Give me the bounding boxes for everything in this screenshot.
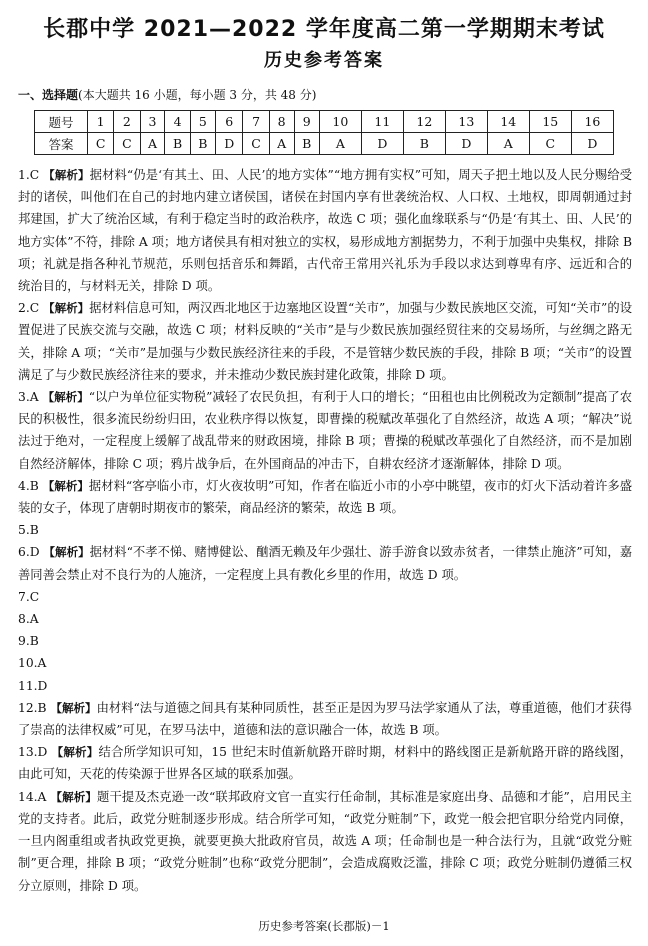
question-number-row	[35, 111, 614, 133]
explanation-item	[18, 675, 632, 697]
answer-cell: C	[114, 133, 140, 155]
section-note: (本大题共 16 小题，每小题 3 分，共 48 分)	[78, 88, 317, 102]
item-text: “以户为单位征实物税”减轻了农民负担，有利于人口的增长；“田租也由比例税改为定额制”提高了农民的积极性，很多流民纷纷归田，农业秩序得以恢复，即曹操的税赋改革强化了自然经济，故选 A 项；“解决”说法过于绝对，一定程度上缓解了战乱带来的财政困境，排除 B 项；曹操的税赋改革强化了自然经济，而不是加剧自然经济解体，排除 C 项；鸦片战争后，在外国商品的冲击下，自耕农经济才逐渐解体，排除 D 项。	[18, 390, 632, 471]
question-number-cell: 6	[216, 111, 243, 133]
item-text: 题干提及杰克逊一改“联邦政府文官一直实行任命制，其标准是家庭出身、品德和才能”，启用民主党的支持者。此后，政党分赃制逐步形成。结合所学可知，“政党分赃制”下，政党一般会把官职分给党内同僚，一旦内阁重组或者执政党更换，就要更换大批政府官员，故选 A 项；任命制也是一种合法行为，且就“政党分赃制”更合理，排除 B 项；“政党分赃制”也称“政党分肥制”，会造成腐败泛滥，排除 C 项；政党分赃制仍遵循三权分立原则，排除 D 项。	[18, 789, 632, 893]
explanation-item	[18, 475, 632, 519]
item-number: 9.B	[18, 634, 39, 649]
row-label-answer: 答案	[35, 133, 88, 155]
item-number: 3.A	[18, 390, 39, 405]
answer-cell: D	[216, 133, 243, 155]
item-number: 7.C	[18, 589, 40, 604]
item-number: 13.D	[18, 745, 48, 760]
item-number: 11.D	[18, 678, 48, 693]
analysis-tag: 【解析】	[43, 545, 90, 560]
question-number-cell: 15	[529, 111, 571, 133]
explanation-item	[18, 608, 632, 630]
section-label: 一、选择题	[18, 88, 79, 102]
item-text: 据材料“客亭临小市，灯火夜妆明”可知，作者在临近小市的小亭中眺望，夜市的灯火下活动着许多盛装的女子，体现了唐朝时期夜市的繁荣，商品经济的繁荣，故选 B 项。	[18, 478, 633, 516]
explanation-item	[18, 519, 632, 541]
answer-cell: B	[294, 133, 319, 155]
answer-cell: B	[165, 133, 190, 155]
exam-title: 长郡中学 2021—2022 学年度高二第一学期期末考试	[43, 17, 605, 42]
explanation-item	[18, 586, 632, 608]
analysis-tag: 【解析】	[51, 745, 99, 760]
analysis-tag: 【解析】	[43, 301, 90, 316]
explanation-item	[18, 386, 632, 475]
question-number-cell: 3	[140, 111, 165, 133]
item-number: 14.A	[18, 789, 47, 804]
item-number: 8.A	[18, 612, 39, 627]
question-number-cell: 16	[571, 111, 613, 133]
explanation-item	[18, 297, 632, 386]
question-number-cell: 12	[403, 111, 445, 133]
section-heading	[18, 86, 316, 103]
answer-cell: C	[529, 133, 571, 155]
answer-cell: D	[571, 133, 613, 155]
question-number-cell: 9	[294, 111, 319, 133]
item-text: 由材料“法与道德之间具有某种同质性，甚至正是因为罗马法学家通从了法，尊重道德，他们才获得了崇高的法律权威”可见，在罗马法中，道德和法的意识融合一体，故选 B 项。	[18, 700, 632, 738]
answer-cell: A	[319, 133, 361, 155]
answer-table	[34, 110, 614, 155]
analysis-tag: 【解析】	[50, 789, 98, 804]
explanation-item	[18, 741, 632, 785]
item-number: 12.B	[18, 700, 47, 715]
question-number-cell: 4	[165, 111, 190, 133]
question-number-cell: 8	[269, 111, 294, 133]
analysis-tag: 【解析】	[50, 700, 97, 715]
explanation-item	[18, 541, 632, 585]
question-number-cell: 11	[361, 111, 403, 133]
item-text: 结合所学知识可知，15 世纪末时值新航路开辟时期，材料中的路线图正是新航路开辟的路线图，由此可知，天花的传染源于世界各区域的联系加强。	[18, 745, 632, 782]
item-number: 4.B	[18, 478, 39, 493]
question-number-cell: 7	[243, 111, 269, 133]
question-number-cell: 1	[88, 111, 114, 133]
answer-cell: A	[487, 133, 529, 155]
answer-subtitle: 历史参考答案	[264, 50, 384, 71]
question-number-cell: 13	[445, 111, 487, 133]
explanation-item	[18, 697, 632, 741]
answer-cell: B	[190, 133, 215, 155]
question-number-cell: 5	[190, 111, 215, 133]
analysis-tag: 【解析】	[42, 390, 89, 405]
explanation-item	[18, 164, 632, 297]
analysis-tag: 【解析】	[42, 478, 89, 493]
answer-cell: C	[88, 133, 114, 155]
item-number: 2.C	[18, 301, 40, 316]
question-number-cell: 14	[487, 111, 529, 133]
item-number: 1.C	[18, 168, 40, 182]
explanation-list	[18, 164, 632, 897]
page-footer: 历史参考答案(长郡版)－1	[258, 919, 390, 933]
item-text: 据材料信息可知，两汉西北地区于边塞地区设置“关市”，加强与少数民族地区交流，可知“关市”的设置促进了民族交流与交融，故选 C 项；材料反映的“关市”是与少数民族加强经贸往来的交易场所，与丝绸之路无关，排除 A 项；“关市”是加强与少数民族经济往来的手段，不是管辖少数民族的手段，排除 B 项；“关市”的设置满足了与少数民族经济往来的要求，并未推动少数民族封建化政策，排除 D 项。	[18, 301, 632, 382]
question-number-cell: 10	[319, 111, 361, 133]
question-number-cell: 2	[114, 111, 140, 133]
answer-cell: C	[243, 133, 269, 155]
answer-cell: D	[445, 133, 487, 155]
item-text: 据材料“不孝不悌、赌博健讼、酗酒无赖及年少强壮、游手游食以致赤贫者，一律禁止施济”可知，嘉善同善会禁止对不良行为的人施济，一定程度上具有教化乡里的作用，故选 D 项。	[18, 545, 632, 582]
explanation-item	[18, 652, 632, 674]
explanation-item	[18, 786, 632, 897]
answer-cell: B	[403, 133, 445, 155]
answer-row	[35, 133, 614, 155]
answer-cell: A	[269, 133, 294, 155]
answer-cell: D	[361, 133, 403, 155]
item-number: 10.A	[18, 656, 47, 671]
explanation-item	[18, 630, 632, 652]
answer-cell: A	[140, 133, 165, 155]
row-label-question-number: 题号	[35, 111, 88, 133]
item-number: 5.B	[18, 523, 39, 538]
analysis-tag: 【解析】	[43, 168, 90, 182]
item-text: 据材料“仍是‘有其土、田、人民’的地方实体”“地方拥有实权”可知，周天子把土地以及人民分赐给受封的诸侯，叫他们在自己的封地内建立诸侯国，诸侯在封国内享有世袭统治权、人口权、土地权，即周朝通过封邦建国，扩大了统治区域，有利于稳定当时的政治秩序，故选 C 项；强化血缘联系与“仍是‘有其土、田、人民’的地方实体”不符，排除 A 项；地方诸侯具有相对独立的实权，易形成地方割据势力，不利于加强中央集权，排除 B 项；礼就是指各种礼节规范，乐则包括音乐和舞蹈，古代帝王常用兴礼乐为手段以求达到尊卑有序、远近和合的统治目的，与材料无关，排除 D 项。	[18, 168, 632, 294]
item-number: 6.D	[18, 545, 40, 560]
